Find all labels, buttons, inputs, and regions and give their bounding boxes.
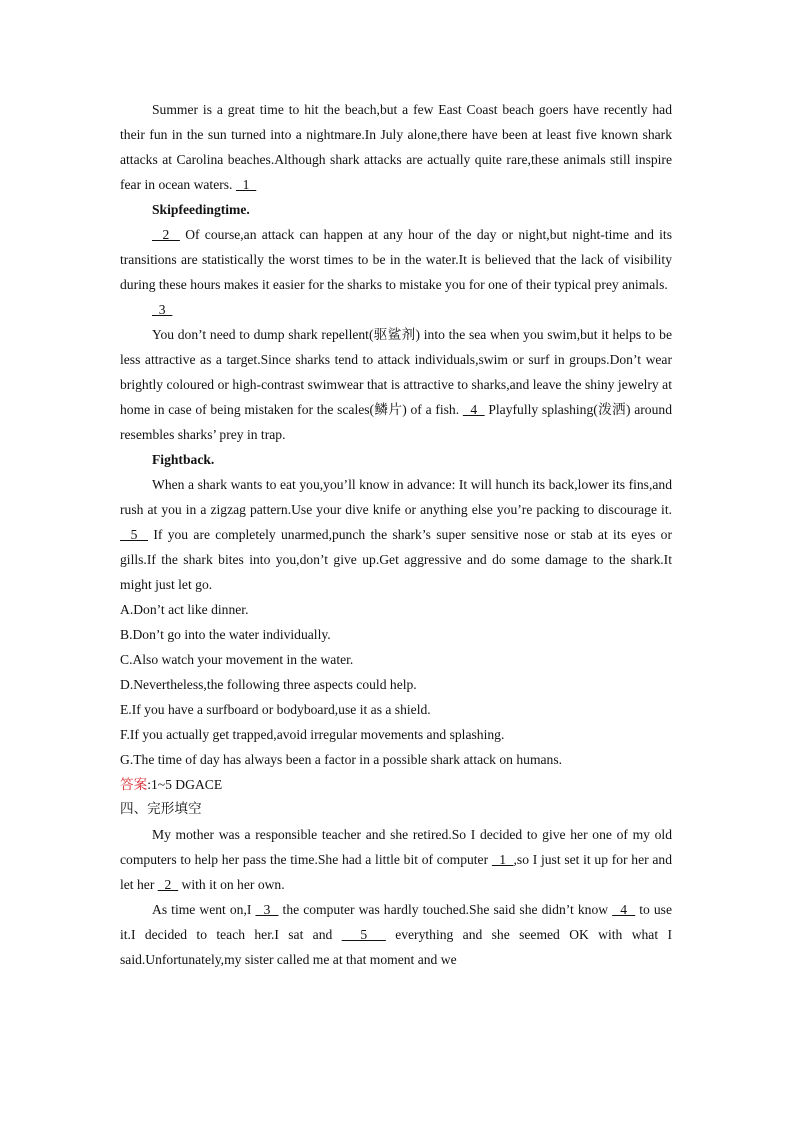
heading-fight-back: Fightback.	[152, 452, 215, 467]
passage1-para1-text: Summer is a great time to hit the beach,but a few East Coast beach goers have recently had their fun in the sun turned into a nightmare.In July alone,there have been at least five known shark attacks at Carolina beaches.Although shark attacks are actually quite rare,these animals still inspire fear in ocean waters.	[120, 102, 672, 192]
cloze-blank-3[interactable]: 3	[255, 902, 279, 917]
option-b: B.Don’t go into the water individually.	[120, 627, 331, 642]
option-d: D.Nevertheless,the following three aspects could help.	[120, 677, 417, 692]
options-list	[120, 597, 672, 772]
passage1-paragraph1	[120, 97, 672, 197]
option-g: G.The time of day has always been a factor in a possible shark attack on humans.	[120, 752, 563, 767]
option-a: A.Don’t act like dinner.	[120, 602, 249, 617]
passage2-para2b-text: the computer was hardly touched.She said she didn’t know	[282, 902, 609, 917]
option-e: E.If you have a surfboard or bodyboard,use it as a shield.	[120, 702, 431, 717]
passage1-para4b-text: If you are completely unarmed,punch the shark’s super sensitive nose or stab at its eyes or gills.If the shark bites into you,don’t give up.Get aggressive and do some damage to the shark.It might just let go.	[120, 527, 672, 592]
cloze-blank-4[interactable]: 4	[612, 902, 636, 917]
passage2-para1a-text: My mother was a responsible teacher and she retired.So I decided to give her one of my old computers to help her pass the time.She had a little bit of computer	[120, 827, 672, 867]
passage2-para2a-text: As time went on,I	[152, 902, 252, 917]
answer-text: :1~5 DGACE	[147, 777, 223, 792]
section-4-title: 四、完形填空	[120, 801, 202, 817]
passage2-para2c-text: to use it.I decided to teach her.I sat and	[120, 902, 673, 942]
cloze-blank-2[interactable]: 2	[157, 877, 179, 892]
blank-1[interactable]: 1	[235, 177, 257, 192]
passage1-para4a-text: When a shark wants to eat you,you’ll know in advance: It will hunch its back,lower its fins,and rush at you in a zigzag pattern.Use your dive knife or anything else you’re packing to discourage it.	[120, 477, 672, 517]
answer-label: 答案	[120, 777, 148, 792]
cloze-blank-5[interactable]: 5	[341, 927, 386, 942]
passage2-paragraph1	[120, 822, 672, 897]
blank-5[interactable]: 5	[120, 527, 149, 542]
cloze-blank-1[interactable]: 1	[491, 852, 514, 867]
passage2-para1b-text: ,so I just set it up for her and let her	[120, 852, 672, 892]
option-f: F.If you actually get trapped,avoid irregular movements and splashing.	[120, 727, 505, 742]
passage2-para2d-text: everything and she seemed OK with what I said.Unfortunately,my sister called me at that moment and we	[120, 927, 672, 967]
passage1-blank3-line	[120, 297, 672, 322]
passage1-paragraph2	[120, 222, 672, 297]
blank-4[interactable]: 4	[462, 402, 485, 417]
passage2-paragraph2	[120, 897, 672, 972]
heading-skip-feeding-time: Skipfeedingtime.	[152, 202, 250, 217]
passage1-paragraph3	[120, 322, 672, 447]
passage2-para1c-text: with it on her own.	[181, 877, 285, 892]
passage1-paragraph4	[120, 472, 672, 597]
document-page	[120, 97, 672, 972]
option-c: C.Also watch your movement in the water.	[120, 652, 354, 667]
answer-line	[120, 772, 672, 797]
passage1-para3b-text: Playfully splashing(泼洒) around resembles sharks’ prey in trap.	[120, 402, 672, 442]
blank-2[interactable]: 2	[152, 227, 180, 242]
blank-3[interactable]: 3	[152, 302, 173, 317]
passage1-para3a-text: You don’t need to dump shark repellent(驱鲨剂) into the sea when you swim,but it helps to be less attractive as a target.Since sharks tend to attack individuals,swim or surf in groups.Don’t wear brightly coloured or high-contrast swimwear that is attractive to sharks,and leave the shiny jewelry at home in case of being mistaken for the scales(鳞片) of a fish.	[120, 327, 672, 417]
passage1-para2-text: Of course,an attack can happen at any hour of the day or night,but night-time and its transitions are statistically the worst times to be in the water.It is believed that the lack of visibility during these hours makes it easier for the sharks to mistake you for one of their typical prey animals.	[120, 227, 672, 292]
